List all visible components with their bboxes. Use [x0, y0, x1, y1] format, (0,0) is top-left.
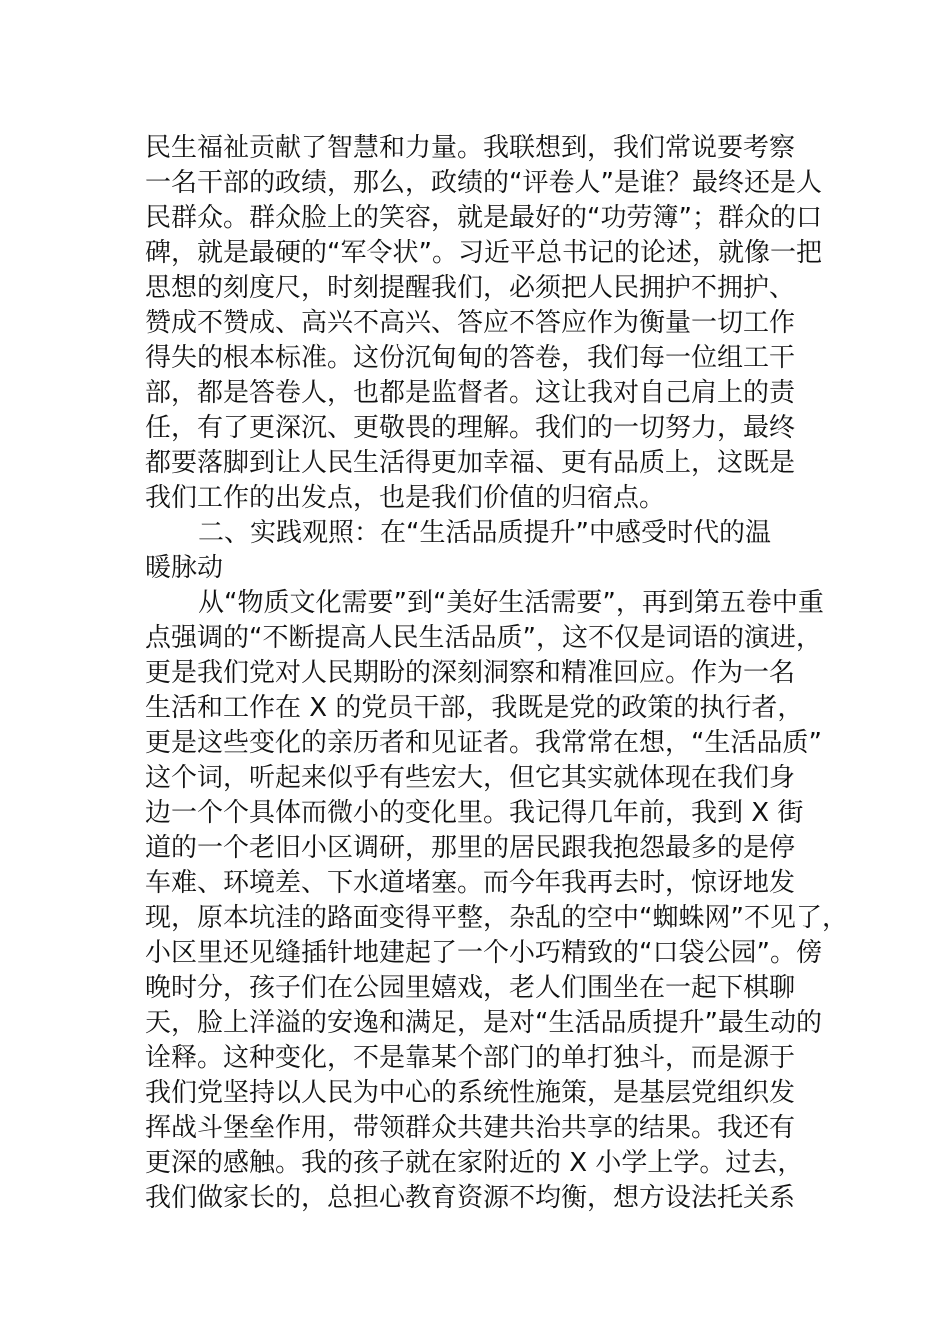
- text-line: 更是我们党对人民期盼的深刻洞察和精准回应。作为一名: [145, 658, 796, 688]
- text-line: 晚时分，孩子们在公园里嬉戏，老人们围坐在一起下棋聊: [145, 973, 796, 1003]
- text-line: 边一个个具体而微小的变化里。我记得几年前，我到 X 街: [145, 798, 804, 828]
- text-line: 点强调的“不断提高人民生活品质”，这不仅是词语的演进，: [145, 623, 822, 653]
- text-line: 思想的刻度尺，时刻提醒我们，必须把人民拥护不拥护、: [145, 273, 796, 303]
- text-line: 挥战斗堡垒作用，带领群众共建共治共享的结果。我还有: [145, 1113, 796, 1143]
- text-line: 天，脸上洋溢的安逸和满足，是对“生活品质提升”最生动的: [145, 1008, 822, 1038]
- text-line: 小区里还见缝插针地建起了一个小巧精致的“口袋公园”。傍: [145, 938, 822, 968]
- text-line: 部，都是答卷人，也都是监督者。这让我对自己肩上的责: [145, 378, 796, 408]
- text-line: 赞成不赞成、高兴不高兴、答应不答应作为衡量一切工作: [145, 308, 796, 338]
- text-line: 碑，就是最硬的“军令状”。习近平总书记的论述，就像一把: [145, 238, 822, 268]
- text-line: 现，原本坑洼的路面变得平整，杂乱的空中“蜘蛛网”不见了，: [145, 903, 848, 933]
- text-line: 民群众。群众脸上的笑容，就是最好的“功劳簿”；群众的口: [145, 203, 822, 233]
- text-line: 一名干部的政绩，那么，政绩的“评卷人”是谁？最终还是人: [145, 168, 822, 198]
- text-line: 更是这些变化的亲历者和见证者。我常常在想，“生活品质”: [145, 728, 822, 758]
- text-line: 这个词，听起来似乎有些宏大，但它其实就体现在我们身: [145, 763, 796, 793]
- text-line: 道的一个老旧小区调研，那里的居民跟我抱怨最多的是停: [145, 833, 796, 863]
- text-line: 我们党坚持以人民为中心的系统性施策，是基层党组织发: [145, 1078, 796, 1108]
- text-line: 任，有了更深沉、更敬畏的理解。我们的一切努力，最终: [145, 413, 796, 443]
- text-line: 我们做家长的，总担心教育资源不均衡，想方设法托关系: [145, 1183, 796, 1213]
- section-heading: 二、实践观照：在“生活品质提升”中感受时代的温: [198, 518, 771, 548]
- paragraph-start: 从“物质文化需要”到“美好生活需要”，再到第五卷中重: [198, 588, 824, 618]
- text-line: 都要落脚到让人民生活得更加幸福、更有品质上，这既是: [145, 448, 796, 478]
- text-line: 我们工作的出发点，也是我们价值的归宿点。: [145, 483, 666, 513]
- text-line: 车难、环境差、下水道堵塞。而今年我再去时，惊讶地发: [145, 868, 796, 898]
- text-line: 诠释。这种变化，不是靠某个部门的单打独斗，而是源于: [145, 1043, 796, 1073]
- section-heading-continued: 暖脉动: [145, 553, 224, 583]
- text-line: 生活和工作在 X 的党员干部，我既是党的政策的执行者，: [145, 693, 804, 723]
- text-line: 更深的感触。我的孩子就在家附近的 X 小学上学。过去，: [145, 1148, 804, 1178]
- text-line: 得失的根本标准。这份沉甸甸的答卷，我们每一位组工干: [145, 343, 796, 373]
- text-line: 民生福祉贡献了智慧和力量。我联想到，我们常说要考察: [145, 133, 796, 163]
